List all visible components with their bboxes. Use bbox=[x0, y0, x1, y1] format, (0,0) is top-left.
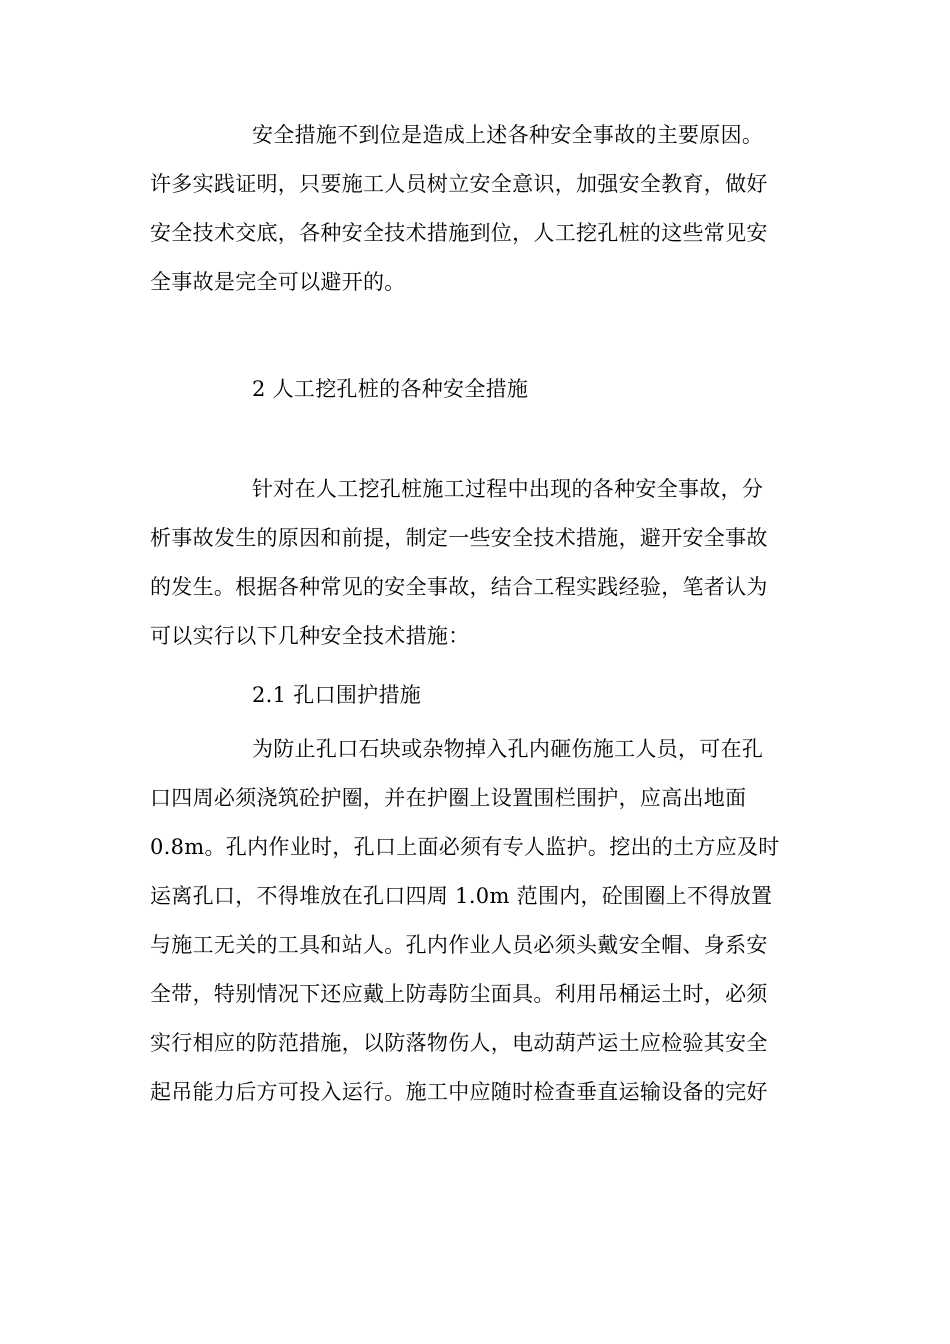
paragraph-line: 口四周必须浇筑砼护圈，并在护圈上设置围栏围护，应高出地面 bbox=[150, 786, 747, 810]
paragraph-safety-measures-cause bbox=[150, 111, 800, 307]
paragraph-line: 析事故发生的原因和前提，制定一些安全技术措施，避开安全事故 bbox=[150, 526, 768, 550]
section-heading: 2 人工挖孔桩的各种安全措施 bbox=[252, 377, 529, 401]
paragraph-line: 0.8m。孔内作业时，孔口上面必须有专人监护。挖出的土方应及时 bbox=[150, 835, 780, 859]
paragraph-line: 实行相应的防范措施，以防落物伤人，电动葫芦运土应检验其安全 bbox=[150, 1031, 768, 1055]
paragraph-line: 的发生。根据各种常见的安全事故，结合工程实践经验，笔者认为 bbox=[150, 575, 768, 599]
paragraph-line: 运离孔口，不得堆放在孔口四周 1.0m 范围内，砼围圈上不得放置 bbox=[150, 884, 773, 908]
paragraph-line: 安全技术交底，各种安全技术措施到位，人工挖孔桩的这些常见安 bbox=[150, 221, 768, 245]
paragraph-line: 全事故是完全可以避开的。 bbox=[150, 270, 406, 294]
paragraph-line: 起吊能力后方可投入运行。施工中应随时检查垂直运输设备的完好 bbox=[150, 1080, 768, 1104]
paragraph-line: 许多实践证明，只要施工人员树立安全意识，加强安全教育，做好 bbox=[150, 172, 768, 196]
paragraph-intro-measures bbox=[150, 465, 800, 661]
paragraph-line: 为防止孔口石块或杂物掉入孔内砸伤施工人员，可在孔 bbox=[252, 737, 764, 761]
subsection-heading-2-1 bbox=[150, 671, 800, 720]
paragraph-line: 可以实行以下几种安全技术措施： bbox=[150, 624, 470, 648]
section-heading-2 bbox=[150, 365, 800, 414]
paragraph-line: 安全措施不到位是造成上述各种安全事故的主要原因。 bbox=[252, 123, 764, 147]
paragraph-line: 针对在人工挖孔桩施工过程中出现的各种安全事故，分 bbox=[252, 477, 764, 501]
paragraph-line: 与施工无关的工具和站人。孔内作业人员必须头戴安全帽、身系安 bbox=[150, 933, 768, 957]
paragraph-line: 全带，特别情况下还应戴上防毒防尘面具。利用吊桶运土时，必须 bbox=[150, 982, 768, 1006]
paragraph-hole-protection bbox=[150, 725, 800, 1117]
subsection-heading: 2.1 孔口围护措施 bbox=[252, 683, 422, 707]
